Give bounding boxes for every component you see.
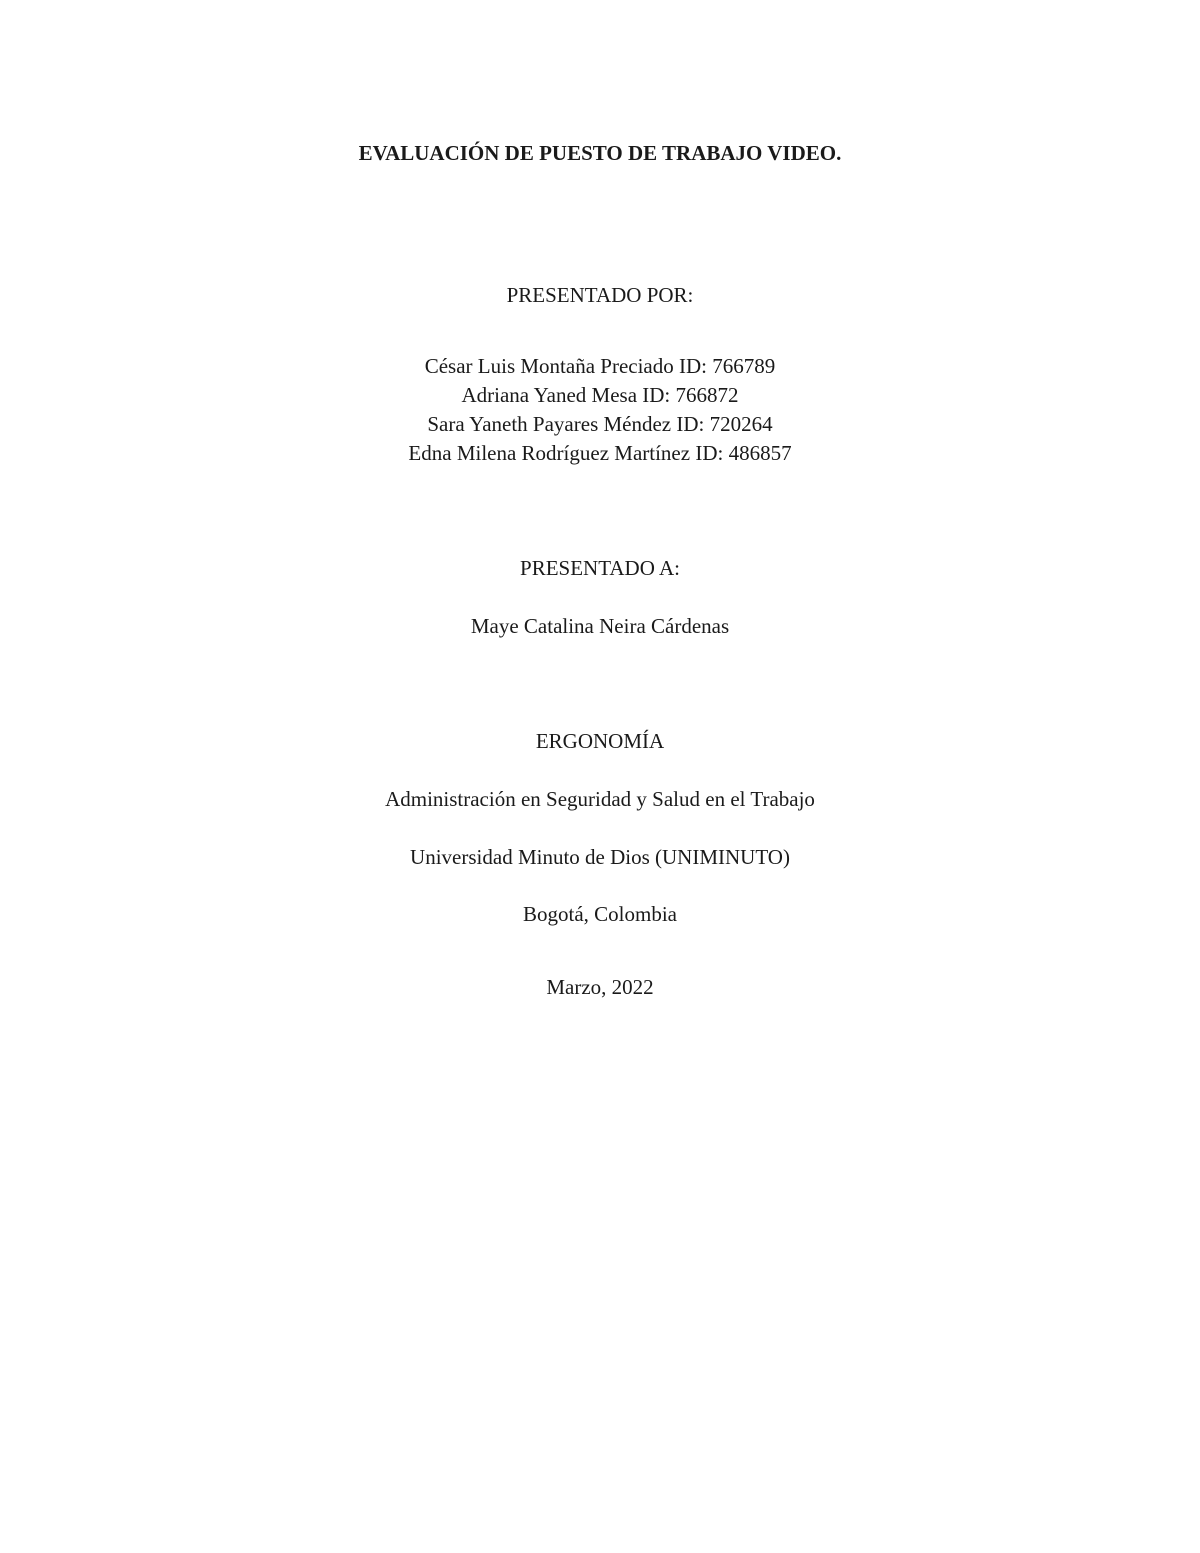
author-line: Adriana Yaned Mesa ID: 766872: [461, 383, 739, 407]
location: Bogotá, Colombia: [523, 902, 677, 926]
author-line: Edna Milena Rodríguez Martínez ID: 486857: [408, 441, 792, 465]
document-date: Marzo, 2022: [546, 975, 654, 999]
program-name: Administración en Seguridad y Salud en el Trabajo: [385, 787, 815, 811]
presented-to-name: Maye Catalina Neira Cárdenas: [470, 614, 730, 638]
presented-by-label: PRESENTADO POR:: [506, 283, 694, 307]
presented-to-label: PRESENTADO A:: [520, 556, 680, 580]
document-title: EVALUACIÓN DE PUESTO DE TRABAJO VIDEO.: [358, 141, 842, 165]
author-line: César Luis Montaña Preciado ID: 766789: [424, 354, 776, 378]
subject-heading: ERGONOMÍA: [535, 729, 665, 753]
university-name: Universidad Minuto de Dios (UNIMINUTO): [410, 845, 790, 869]
author-line: Sara Yaneth Payares Méndez ID: 720264: [427, 412, 773, 436]
